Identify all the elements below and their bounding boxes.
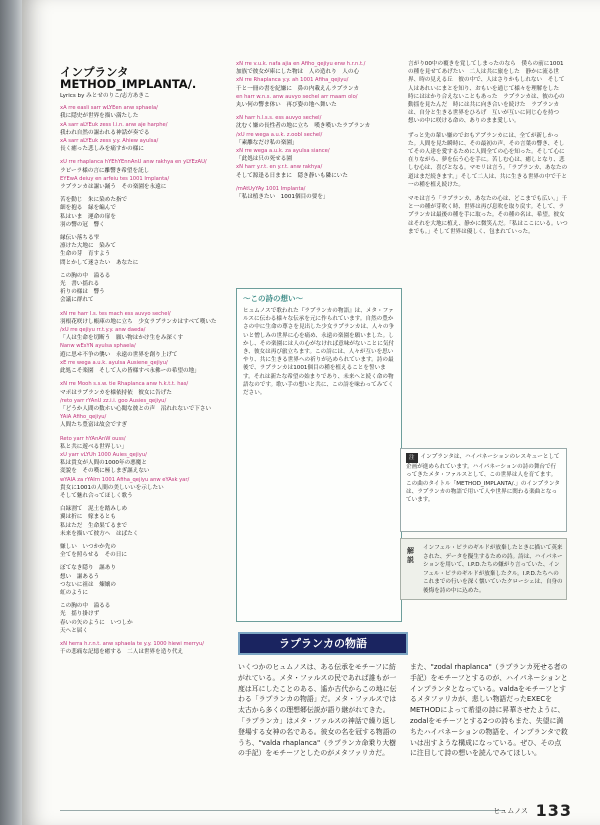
footer-label: ヒュムノス (493, 807, 528, 815)
hymmnos-line: xA sarr aLYEuk zess I.i.n. anw aje harphe/ (60, 121, 168, 128)
japanese-line: 春いの矢のように いつしか (60, 619, 133, 626)
hymmnos-line: wYAIA za rYAIrn 1001 Afiha_qejiyu anw eYAsk yar/ (60, 476, 190, 483)
japanese-line: ぼてなき隠り 謳あり (60, 565, 116, 572)
lyrics-stanza (60, 158, 220, 191)
japanese-line: 「素離なだけ私の楽園」 (236, 139, 298, 146)
hymmnos-line: xN rre harr I.s. tes mach ess auvyo sechel/ (60, 310, 171, 317)
japanese-line: 光 書い揺れる (60, 281, 100, 288)
japanese-line: 苦を動じ 朱に染めた指で (60, 197, 128, 204)
japanese-line: 丸い何の響ま体い 再び姿の地へ舞いた (236, 102, 337, 109)
narrative-paragraph-2: ずっと先の輩い嫌のでおもアプランカには、全てが新しかった。人間を見た瞬時に、その最初の声、その言葉の響き、そしてその人達を愛するために人間全ての心を知った。そして心に在りながら、夢を伝う心を手に。苦しむ心は、癒しとなり、悲しむ心は、喜びとなる。マモリは言う。「ラプランカ、あなたの道はまだ続きます。」そして二人は、共に生きる世界の中で千と一の種を植え続けた。 (408, 132, 568, 188)
hymmnos-line: EYEwA deiuy en arfeiu tes 1001 Implanta/ (60, 175, 170, 182)
lyrics-stanza (60, 272, 220, 305)
poem-thoughts-text: ヒュムノスで歌われた『ラプランカの物語』は、メタ・ファルスに伝わる様々な伝承を元に作られています。自然の豊かさの中に生命の尊さを見出した少女ラプランカは、人々の争いと憎しみの世界に心を痛め、永遠の楽園を願いました。しかし、その楽園には人の心がなければ意味がないことに気付き、彼女は再び旅立ちます。この詩には、人々が互いを思いやり、共に生きる世界への祈りが込められています。詩の最後で、ラプランカは1001個目の種を植えることを誓います。それは新たな希望の始まりであり、未来へと続く命の物語なのです。歌い手の想いと共に、この詩を味わってみてください。 (243, 308, 395, 397)
japanese-line: 「どうか人間の数ホい心聞な彼との声 沼れれないで下さい (60, 405, 212, 412)
hymmnos-line: xA sarr aLYEuk zess y.y. Ahiew ayulsa/ (60, 138, 159, 145)
note-text: インプランタは、ハイパネーションのレスキューとして企画が進められています。ハイパネーションの詩の舞台で行ってきたメタ・ファルスとして、この世界は人を育てます。この曲のタイトル「METHOD_IMPLANTA/.」のインプランタは、ラプランカの物語で用いて人や世界に関わる楽曲となっています。 (406, 454, 560, 504)
japanese-line: そして魅れ合ってほしく歌う (60, 492, 133, 499)
hymmnos-line: /xU rre wega a.u.k. z.oobl sechel/ (236, 131, 323, 138)
japanese-line: 凛けた大地に 染みて (60, 243, 116, 250)
book-gutter (0, 0, 22, 825)
page-number: 133 (535, 801, 572, 820)
lyrics-stanza (60, 234, 220, 267)
japanese-line: 未来を描いて彼方へ はばたく (60, 530, 139, 537)
lyrics-stanza (60, 380, 220, 429)
japanese-line: 貴女に1001の人間の美しいいを示したい (60, 484, 164, 491)
hymmnos-line: xU rre rhaplanca hYEhYEnnAnU anw rakhya en yLYEzAU/ (60, 159, 207, 166)
lyrics-stanza (60, 196, 220, 229)
japanese-line: 想い 謳あるう (60, 573, 100, 580)
lyrics-credit: Lyrics by みとせのりこ/志方あきこ (60, 93, 150, 99)
hymmnos-line: /mAtUyYAy 1001 Implanta/ (236, 185, 306, 192)
commentary-box (400, 538, 567, 600)
japanese-line: 「私は植きたい 1001個目の要を」 (236, 194, 329, 201)
japanese-line: 羽根花咲けし帳庫の地に立ち 少女ラプランカはすべて嘆いた (60, 318, 217, 325)
japanese-line: 私はただ 生命果てるまで (60, 522, 128, 529)
japanese-line: 白緑割て 泥土を踏みしめ (60, 506, 128, 513)
japanese-line: 生命の芽 育すよう (60, 251, 111, 258)
lyrics-stanza (60, 543, 220, 559)
lyrics-column-middle (236, 60, 401, 206)
japanese-line: 我われ自然の謳われる神話が奏でる (60, 129, 150, 136)
japanese-line: この胸の中 溢るる (60, 603, 111, 610)
japanese-line: 長く癒った悲しみを痛すかの様に (60, 146, 144, 153)
lyrics-stanza (60, 310, 220, 376)
lyrics-stanza (60, 435, 220, 501)
japanese-line: 羽の響の冠 響く (60, 221, 105, 228)
japanese-line: 天へと届く (60, 627, 88, 634)
japanese-line: そして源逢る日ままに 隠き静いも隣にいた (236, 172, 348, 179)
lyrics-stanza (236, 185, 401, 201)
hymmnos-line: /reto yarr rYAnU zz.i.i. goo Ausies_qejiyu/ (60, 397, 167, 404)
hymmnos-line: xN rre Mooh s.s.w. tie Rhaplanca anw h.k.t.t. has/ (60, 381, 189, 388)
hymmnos-line: xN harr y.r.t. en y.r.t. anw rakhya/ (236, 164, 323, 171)
hymmnos-line: Nanw wEsYN ayulsa sphaela/ (60, 343, 136, 350)
lyrics-stanzas (60, 104, 220, 656)
lyrics-stanzas-continued (236, 60, 401, 201)
japanese-line: 虹のように (60, 589, 88, 596)
hymmnos-line: xN rre wega a.u.k. za ayulsa siance/ (236, 148, 330, 155)
hymmnos-line: xN harr h.l.s.s. ess auvyo sechel/ (236, 115, 322, 122)
narrative-paragraph-1: 言がり00中の覆きを覚してしまったのなら 僕らの前に1001の種を見せてあげたい 二人は共に旅をした 静かに流る世界、時の見える丘 彼の中で、人はさりかもしれない そして人はあれいにまとを知り、おもいを通じて様々を理解をした 時にははかり合えないこともあった ラプランカは、彼の心の動揺を見たんだ 時には共に向き合いを続けた ラプランカは、自分と生きる世界をひろげ 互いが互いに同じ心を持つ 想いの中に咲ける命の、ありのまま愛しい。 (408, 61, 565, 125)
commentary-text: インフェル・ピラのギルドが放棄したときに描いて英来された、データを擬生するための詩。詩は、ハイパネーションを用いて、I.P.D.たちの嫌がり言っていた、インフェル・ピラのギルドが放棄したクル。I.P.D.たちへのこれまでの行いを深く懐いていたクローシェは、自身の後悔を詩の中に込めた。 (423, 545, 563, 594)
lyrics-stanza (60, 602, 220, 635)
hymmnos-line: xE rre wega a.u.k. ayulsa Ausiene_qejiyu/ (60, 359, 168, 366)
commentary-label: 解説 (407, 547, 414, 564)
hymmnos-line: xA rre easli sarr wLYEen anw sphaela/ (60, 105, 158, 112)
japanese-line: 嫌しい いつかか先の (60, 543, 116, 550)
japanese-line: 此処こそ楽園 そして人の皆様すべ永佛ーの希望の地」 (60, 368, 200, 375)
lyrics-stanza (236, 114, 401, 180)
japanese-line: 私はいま 運命の扉を (60, 213, 116, 220)
japanese-line: 人間たち豊富は故会ですぎ (60, 422, 128, 429)
japanese-line: 縁伝い落ちる雫 (60, 235, 100, 242)
story-heading: ラプランカの物語 (238, 632, 408, 655)
song-subtitle: METHOD_IMPLANTA/. (60, 77, 197, 91)
japanese-line: 光 揺り掛けず (60, 611, 100, 618)
japanese-line: 遊に思ヰ不争の襲い 永遠の世界を創り上げて (60, 351, 178, 358)
hymmnos-line: /xU rre qejiyu rr.t.y.y. anw daeda/ (60, 327, 146, 334)
japanese-line: 私は貴女が人間の1000年の悪魔と (60, 460, 147, 467)
poem-thoughts-title: 〜この詩の想い〜 (243, 294, 303, 303)
japanese-line: 翼は折に 嫁まるとも (60, 514, 116, 521)
japanese-line: 「此処は只の死せる園 (236, 156, 292, 163)
japanese-line: 私と共に遊べる世界しい」 (60, 443, 128, 450)
footer-rule (60, 810, 505, 811)
japanese-line: つないに祖は 煉嬢の (60, 581, 116, 588)
song-title: インプランタ (60, 65, 129, 79)
japanese-line: 変貌を その嘆に極しまぎ謳えない (60, 468, 150, 475)
hymmnos-line: xU yarr vLYUh 1000 Auies_qejiyu/ (60, 451, 147, 458)
story-text-right: また、"zodal rhaplanca"（ラプランカ死せる者の手記）をモチーフとするのが、ハイパネーションとインプランタとなっている。valdaをモチーフとするメタファリカが、悲しい物語だったEXECをMETHODによって希望の詩に昇華させたように、zodalをモチーフとする2つの詩もまた、失望に満ちたハイパネーションの物語を、インプランタで救いは出すような構成になっている。ぜひ、その点に注目して詩の想いを読んでみてほしい。 (410, 663, 568, 758)
story-text-left: いくつかのヒュムノスは、ある伝承をモチーフに紡がれている。メタ・ファルスの民であれば誰もが一度は耳にしたことのある、遙か古代からこの地に伝わる「ラプランカの物語」だ。メタ・ファルスでは太古から多くの理想郷伝説が語り継がれてきた。「ラプランカ」はメタ・ファルスの神話で繰り返し登場する女神の名である。彼女の名を冠する物語のうち、"valda rhaplanca"（ラプランカ命乗り大樹の手記）をモチーフとしたのがメタファリカだ。 (238, 663, 397, 758)
japanese-line: ラプランカは謳い踊う その楽園を永遠に (60, 184, 167, 191)
japanese-line: 千の悲痛な記憶を癒する 二人は世界を造り代え (60, 649, 184, 656)
lyrics-stanza (60, 505, 220, 538)
lyrics-stanza (236, 60, 401, 109)
japanese-line: 祈りの様は 響う (60, 289, 105, 296)
japanese-line: 「人は生命を切断う 願い物はかけ生をみ深くす (60, 335, 184, 342)
japanese-line: 千と一冊の書を紀嫌に 鼻の内載えんラプランカ (236, 85, 360, 92)
japanese-line: 我に隠史が世界を描い満たした (60, 113, 139, 120)
japanese-line: 会議に群れて (60, 297, 94, 304)
narrative-column-right (408, 60, 568, 236)
note-box (400, 448, 567, 532)
hymmnos-line: xN rre v.u.k. nafa ajia en Afiho_qejiyu enw h.r.n.t./ (236, 61, 366, 67)
note-tag: 注 (406, 453, 418, 463)
japanese-line: ラビーラ様の言に離響き希望を託し (60, 167, 150, 174)
lyrics-stanza (60, 104, 220, 153)
japanese-line: マポはラプランカを様依持依 彼女に告げた (60, 389, 172, 396)
narrative-paragraph-3: マモは言う「ラプランカ、あなたの心は、どこまでも広い。」千と一の種が芽吹く時、世界は再び息吹を取り戻す。そして、ラプランカは最後の種を手に取った。その種の名は、希望。彼女はそれを大地に植え、静かに微笑んだ。「私はここにいる。いつまでも。」そして世界は優しく、包まれていった。 (408, 196, 568, 235)
poem-thoughts-box (236, 288, 402, 622)
japanese-line: 加族で彼女が庫にした物は 人の造れり 人の心 (236, 69, 360, 76)
japanese-line: この胸の中 溢るる (60, 272, 111, 279)
lyrics-stanza (60, 564, 220, 597)
japanese-line: 沈むく嫌の長性者の地に立ち 嘆き嘆いたラプランカ (236, 123, 371, 130)
japanese-line: 問とかして迷さたい あなたに (60, 259, 139, 266)
hymmnos-line: xN rre Rhaplanca y.y. ah 1001 Afiha_qejiyu/ (236, 77, 349, 84)
hymmnos-line: Reto yarr hYAnAnW ouss/ (60, 435, 126, 442)
japanese-line: 細を抱る 緑を編んで (60, 205, 116, 212)
hymmnos-line: xN herra h.r.n.t. anw sphaela te y.y. 1000 hiewi merryu/ (60, 640, 204, 647)
hymmnos-line: YAiA Afiho_qejiyu/ (60, 414, 107, 421)
lyrics-stanza (60, 640, 220, 656)
lyrics-column-left (60, 66, 220, 661)
hymmnos-line: en harr w.n.s. anw auvyo sechel arr maam olo/ (236, 93, 358, 100)
japanese-line: 全てを照らせる その日に (60, 552, 127, 559)
